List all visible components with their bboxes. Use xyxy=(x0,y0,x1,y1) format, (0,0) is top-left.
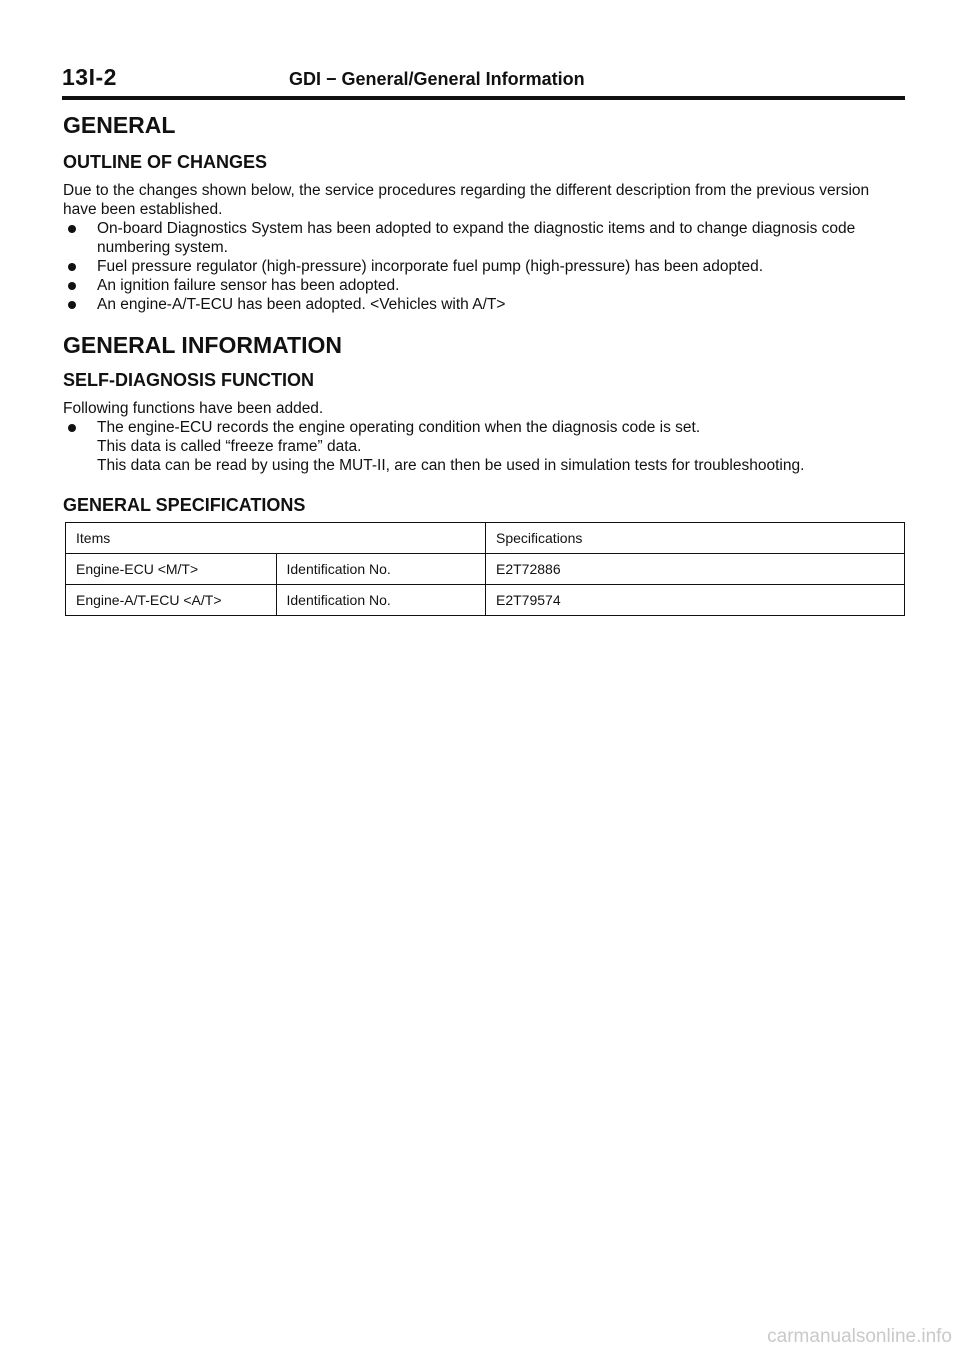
table-row xyxy=(66,554,905,585)
cell-item: Engine-A/T-ECU <A/T> xyxy=(66,585,277,616)
specifications-table xyxy=(65,522,905,616)
bullet-text: On-board Diagnostics System has been adopted to expand the diagnostic items and to change diagnosis code numbering system. xyxy=(97,220,856,256)
freeze-frame-note: This data is called “freeze frame” data. xyxy=(97,438,362,455)
cell-sub-item: Identification No. xyxy=(276,554,486,585)
cell-item: Engine-ECU <M/T> xyxy=(66,554,277,585)
cell-spec: E2T72886 xyxy=(486,554,905,585)
mut-ii-note: This data can be read by using the MUT-II, are can then be used in simulation tests for troubleshooting. xyxy=(97,457,805,474)
bullet-dot-icon xyxy=(68,301,76,309)
outline-bullet-list xyxy=(63,219,905,314)
page-header xyxy=(62,64,905,100)
page-number: 13I-2 xyxy=(62,64,117,90)
cell-spec: E2T79574 xyxy=(486,585,905,616)
header-title: GDI − General/General Information xyxy=(289,69,585,89)
list-item xyxy=(63,418,905,437)
list-item xyxy=(63,257,905,276)
bullet-dot-icon xyxy=(68,225,76,233)
list-item xyxy=(63,276,905,295)
bullet-text: An ignition failure sensor has been adopted. xyxy=(97,277,400,294)
list-item xyxy=(63,295,905,314)
bullet-text: An engine-A/T-ECU has been adopted. <Vehicles with A/T> xyxy=(97,296,506,313)
subheading-self-diagnosis-function: SELF-DIAGNOSIS FUNCTION xyxy=(63,370,314,390)
bullet-dot-icon xyxy=(68,424,76,432)
subheading-outline-of-changes: OUTLINE OF CHANGES xyxy=(63,152,268,172)
subheading-general-specifications: GENERAL SPECIFICATIONS xyxy=(63,495,306,515)
bullet-dot-icon xyxy=(68,263,76,271)
column-header-specifications: Specifications xyxy=(486,523,905,554)
outline-intro: Due to the changes shown below, the service procedures regarding the different description from the previous version have been established. xyxy=(63,182,870,218)
table-header-row xyxy=(66,523,905,554)
column-header-items: Items xyxy=(66,523,486,554)
bullet-text: The engine-ECU records the engine operating condition when the diagnosis code is set. xyxy=(97,419,701,436)
section-heading-general-information: GENERAL INFORMATION xyxy=(63,332,342,358)
cell-sub-item: Identification No. xyxy=(276,585,486,616)
bullet-text: Fuel pressure regulator (high-pressure) incorporate fuel pump (high-pressure) has been adopted. xyxy=(97,258,764,275)
self-diagnosis-intro: Following functions have been added. xyxy=(63,400,324,417)
self-diagnosis-bullet-list xyxy=(63,418,905,437)
section-heading-general: GENERAL xyxy=(63,112,176,138)
bullet-dot-icon xyxy=(68,282,76,290)
watermark-url: carmanualsonline.info xyxy=(767,1326,952,1347)
table-row xyxy=(66,585,905,616)
list-item xyxy=(63,219,905,257)
